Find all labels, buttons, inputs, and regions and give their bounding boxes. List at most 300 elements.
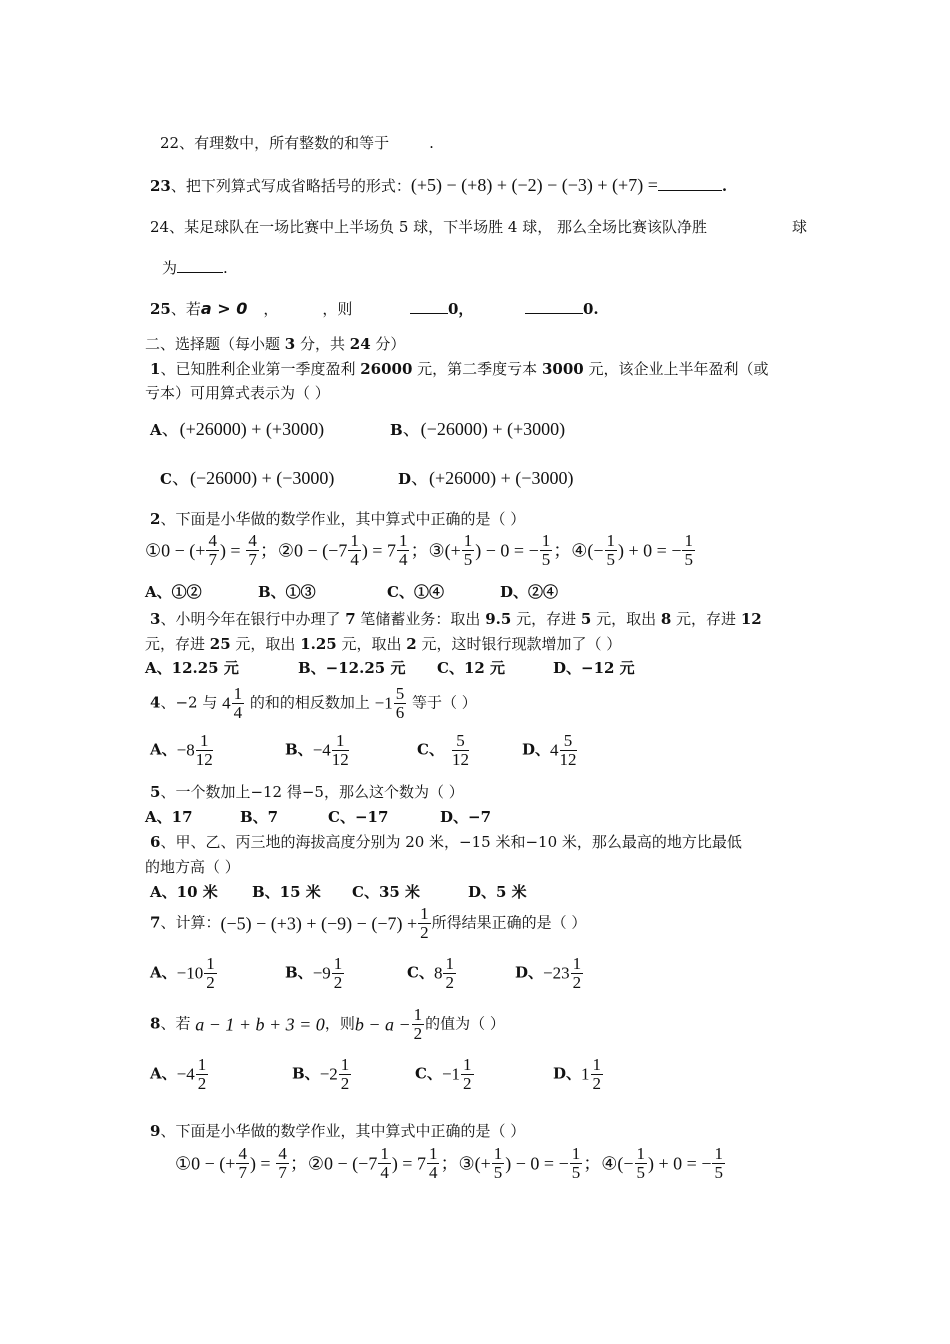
fraction	[635, 1145, 648, 1182]
question-23	[150, 175, 727, 196]
circle-number: ②	[307, 1153, 325, 1174]
option-text: D、②④	[500, 583, 559, 601]
q5-option-c[interactable]	[328, 807, 388, 827]
fraction	[461, 1056, 474, 1093]
question-24-line2	[162, 258, 228, 278]
q23-number: 23	[150, 177, 171, 195]
option-text: A、12.25 元	[145, 659, 239, 677]
math-part: ) − 0 = −	[505, 1153, 569, 1174]
numerator: 1	[332, 732, 349, 751]
circle-number: ④	[601, 1153, 618, 1174]
q5-option-a[interactable]	[145, 807, 193, 827]
q7-option-b[interactable]	[285, 955, 345, 992]
numerator: 1	[350, 531, 359, 550]
numerator: 1	[572, 954, 582, 973]
q3-text: 元，取出	[591, 610, 661, 628]
q24-ball-text: 球	[792, 218, 808, 236]
q24-line2-end: .	[223, 259, 228, 277]
fraction	[570, 1145, 583, 1182]
denominator: 7	[248, 550, 257, 569]
numerator: 1	[606, 531, 616, 550]
q8-expression: a − 1 + b + 3 = 0	[195, 1014, 325, 1035]
math-part: ) = 7	[391, 1153, 426, 1174]
numerator: 1	[636, 1144, 646, 1163]
q4-option-d[interactable]	[522, 732, 578, 769]
option-text: D、−7	[440, 808, 492, 826]
fraction	[332, 955, 345, 992]
q8-option-a[interactable]	[150, 1056, 209, 1093]
section-title-part: 3	[284, 335, 296, 353]
mixed-integer: 1	[581, 1064, 590, 1084]
q22-blank[interactable]	[389, 134, 429, 148]
denominator: 2	[572, 973, 582, 992]
math-part: ) =	[249, 1153, 271, 1174]
q9-expressions	[175, 1145, 726, 1182]
separator: ；	[553, 540, 572, 561]
q7-option-d[interactable]	[515, 955, 584, 992]
q1-option-a[interactable]	[150, 419, 324, 440]
denominator: 5	[571, 1163, 581, 1182]
math-part: ) − 0 = −	[475, 540, 539, 561]
option-text: B、①③	[258, 583, 316, 601]
denominator: 4	[233, 703, 243, 722]
q1-text: 元，第二季度亏本	[412, 360, 542, 378]
mixed-integer: −2	[319, 1064, 338, 1084]
option-label: D	[398, 470, 412, 488]
q3-number: 3	[150, 610, 161, 628]
fraction	[427, 1145, 440, 1182]
fraction	[712, 1145, 725, 1182]
option-text: B、−12.25 元	[298, 659, 406, 677]
q7-line1	[150, 905, 586, 942]
mixed-integer: −1	[441, 1064, 461, 1084]
denominator: 4	[350, 550, 359, 569]
numerator: 4	[238, 1144, 247, 1163]
denominator: 2	[206, 973, 215, 992]
mixed-integer: −4	[176, 1064, 195, 1084]
q3-option-c[interactable]	[437, 658, 505, 678]
q25-zero1: 0，	[448, 300, 474, 318]
option-label: C	[160, 470, 172, 488]
math-part: (−	[617, 1153, 634, 1174]
option-label: B、	[292, 1064, 320, 1083]
math-part: ) = 7	[361, 540, 396, 561]
q23-end: .	[721, 177, 728, 195]
q6-line2	[145, 857, 240, 877]
numerator: 1	[420, 904, 429, 923]
mixed-integer: −23	[543, 963, 570, 983]
separator: ；	[440, 1153, 459, 1174]
q25-comma: ，	[263, 300, 279, 318]
denominator: 7	[238, 1163, 247, 1182]
math-part: 0 − (−7	[294, 540, 348, 561]
q6-option-b[interactable]	[252, 882, 321, 902]
q2-option-c[interactable]	[387, 582, 444, 602]
numerator: 1	[413, 1005, 423, 1024]
math-part: (+	[474, 1153, 491, 1174]
q25-answer2	[525, 299, 599, 319]
q7-option-a[interactable]	[150, 955, 218, 992]
fraction	[492, 1145, 505, 1182]
q1-text: 元，该企业上半年盈利（或	[583, 360, 769, 378]
q3-value: 1.25	[300, 635, 337, 653]
fraction	[682, 532, 695, 569]
math-part: 0 − (−7	[324, 1153, 378, 1174]
option-label: A	[150, 421, 162, 439]
mixed-integer: −8	[176, 740, 195, 760]
q4-number: 4	[150, 693, 161, 712]
denominator: 2	[340, 1074, 350, 1093]
option-label: A、	[150, 963, 177, 982]
option-label: D、	[553, 1064, 582, 1083]
q9-text: 、下面是小华做的数学作业，其中算式中正确的是（ ）	[160, 1122, 526, 1140]
q3-value: 5	[580, 610, 592, 628]
q1-value: 26000	[360, 360, 413, 378]
option-label: C、	[407, 963, 434, 982]
denominator: 2	[463, 1074, 472, 1093]
q1-line1	[150, 359, 768, 379]
separator: ；	[259, 540, 278, 561]
separator: ；	[289, 1153, 308, 1174]
option-text: A、①②	[145, 583, 202, 601]
denominator: 2	[592, 1074, 602, 1093]
section-title-part: 二、选择题（每小题	[145, 335, 285, 353]
q9-number: 9	[150, 1122, 161, 1140]
option-label: B、	[285, 963, 313, 982]
q25-then: ，则	[322, 300, 353, 318]
option-expression: 、(+26000) + (+3000)	[161, 419, 325, 439]
option-text: C、12 元	[437, 659, 506, 677]
numerator: 1	[206, 954, 215, 973]
denominator: 4	[398, 550, 408, 569]
separator: ；	[583, 1153, 602, 1174]
question-22	[160, 133, 434, 153]
option-text: D、5 米	[468, 883, 527, 901]
q8-option-b[interactable]	[292, 1056, 352, 1093]
fraction	[412, 1006, 425, 1043]
q24-blank[interactable]	[177, 258, 223, 273]
q23-expression: (+5) − (+8) + (−2) − (−3) + (+7) =	[410, 175, 658, 195]
fraction	[397, 532, 410, 569]
q8-text: ，则	[324, 1014, 355, 1033]
q9-line1	[150, 1121, 525, 1141]
circle-number: ④	[571, 540, 588, 561]
fraction	[560, 732, 577, 769]
q8-option-c[interactable]	[415, 1056, 475, 1093]
q1-option-c[interactable]	[160, 468, 334, 489]
numerator: 1	[380, 1144, 389, 1163]
numerator: 1	[398, 531, 408, 550]
q8-text: 的值为（ ）	[425, 1014, 505, 1033]
numerator: 1	[196, 732, 213, 751]
fraction	[540, 532, 553, 569]
q2-option-a[interactable]	[145, 582, 202, 602]
fraction	[462, 532, 475, 569]
mixed-integer: −9	[312, 963, 331, 983]
q5-line1	[150, 782, 464, 802]
q6-text: 、甲、乙、丙三地的海拔高度分别为 20 米，−15 米和−10 米，那么最高的地方比最低	[160, 833, 742, 851]
q7-text: 所得结果正确的是（ ）	[431, 913, 587, 932]
math-part: (+	[444, 540, 461, 561]
q3-value: 9.5	[485, 610, 512, 628]
fraction	[236, 1145, 249, 1182]
numerator: 1	[197, 1055, 207, 1074]
numerator: 4	[208, 531, 217, 550]
numerator: 4	[248, 531, 257, 550]
option-label: A、	[150, 740, 177, 759]
q3-value: 25	[209, 635, 231, 653]
denominator: 2	[445, 973, 454, 992]
section-title-part: 分）	[370, 335, 406, 353]
fraction	[246, 532, 259, 569]
numerator: 1	[714, 1144, 723, 1163]
q4-option-a[interactable]	[150, 732, 214, 769]
denominator: 12	[451, 750, 469, 769]
q25-blank2[interactable]	[525, 299, 583, 314]
option-text: B、7	[240, 808, 279, 826]
math-part: 0 − (+	[161, 540, 206, 561]
q7-number: 7	[150, 913, 161, 932]
numerator: 1	[463, 531, 473, 550]
q6-option-d[interactable]	[468, 882, 527, 902]
q4-option-c[interactable]	[417, 732, 470, 769]
numerator: 5	[395, 684, 405, 703]
section-title-part: 分，共	[295, 335, 350, 353]
math-part: 0 − (+	[191, 1153, 236, 1174]
q3-text: 笔储蓄业务：取出	[355, 610, 486, 628]
q6-option-a[interactable]	[150, 882, 218, 902]
math-part: ) + 0 = −	[648, 1153, 712, 1174]
denominator: 6	[395, 703, 405, 722]
denominator: 5	[493, 1163, 503, 1182]
fraction	[591, 1056, 604, 1093]
q4-line1	[150, 685, 477, 722]
option-text: B、15 米	[252, 883, 321, 901]
q25-zero2: 0.	[583, 300, 599, 318]
q25-condition: a > 0	[200, 299, 248, 318]
numerator: 1	[233, 684, 243, 703]
q2-option-d[interactable]	[500, 582, 558, 602]
q8-number: 8	[150, 1014, 161, 1033]
denominator: 5	[463, 550, 473, 569]
q8-text: 、若	[160, 1014, 196, 1033]
option-label: B、	[285, 740, 313, 759]
numerator: 5	[452, 732, 469, 751]
numerator: 1	[333, 954, 343, 973]
fraction	[571, 955, 584, 992]
q25-ruo: 、若	[170, 300, 201, 318]
q22-text: 22、有理数中，所有整数的和等于	[160, 134, 390, 152]
q25-number: 25	[150, 300, 171, 318]
denominator: 2	[413, 1024, 423, 1043]
denominator: 4	[428, 1163, 438, 1182]
fraction	[196, 732, 213, 769]
q2-number: 2	[150, 510, 161, 528]
q25-blank1[interactable]	[410, 299, 448, 314]
fraction	[232, 685, 245, 722]
math-part: (−	[587, 540, 604, 561]
option-label: B	[390, 421, 403, 439]
q1-value: 3000	[541, 360, 584, 378]
q5-option-d[interactable]	[440, 807, 491, 827]
q7-text: 、计算：	[160, 913, 221, 932]
q7-option-c[interactable]	[407, 955, 457, 992]
circle-number: ③	[458, 1153, 475, 1174]
denominator: 12	[331, 750, 349, 769]
option-label: D、	[522, 740, 551, 759]
q22-end: .	[429, 134, 434, 152]
denominator: 12	[559, 750, 577, 769]
q3-line2	[145, 634, 621, 654]
numerator: 5	[560, 732, 577, 751]
denominator: 12	[195, 750, 213, 769]
q4-text: 等于（ ）	[407, 693, 477, 712]
denominator: 7	[278, 1163, 287, 1182]
numerator: 1	[340, 1055, 350, 1074]
circle-number: ②	[277, 540, 295, 561]
numerator: 1	[445, 954, 454, 973]
q1-option-d[interactable]	[398, 468, 573, 489]
fraction	[276, 1145, 289, 1182]
q6-number: 6	[150, 833, 161, 851]
numerator: 1	[592, 1055, 602, 1074]
q1-number: 1	[150, 360, 161, 378]
denominator: 7	[208, 550, 217, 569]
q6-text: 的地方高（ ）	[145, 858, 240, 876]
q23-blank[interactable]	[658, 176, 722, 191]
q1-line2	[145, 383, 330, 403]
fraction	[418, 905, 431, 942]
q23-text: 、把下列算式写成省略括号的形式：	[170, 177, 411, 195]
q3-value: 7	[345, 610, 356, 628]
option-text: C、①④	[387, 583, 444, 601]
q2-text: 、下面是小华做的数学作业，其中算式中正确的是（ ）	[160, 510, 526, 528]
q2-option-b[interactable]	[258, 582, 316, 602]
denominator: 5	[541, 550, 551, 569]
q3-text: 元，取出	[336, 635, 407, 653]
numerator: 1	[684, 531, 693, 550]
section-2-title	[145, 334, 405, 354]
fraction	[605, 532, 618, 569]
q6-option-c[interactable]	[352, 882, 420, 902]
q8-option-d[interactable]	[553, 1056, 604, 1093]
q4-text: 的和的相反数加上	[245, 693, 375, 712]
denominator: 2	[197, 1074, 207, 1093]
fraction	[348, 532, 361, 569]
q8-expression: b − a −	[354, 1014, 411, 1035]
circle-number: ①	[145, 540, 162, 561]
fraction	[332, 732, 349, 769]
mixed-integer: 4	[222, 693, 231, 713]
q24-text: 24、某足球队在一场比赛中上半场负 5 球，下半场胜 4 球， 那么全场比赛该队净胜	[150, 218, 708, 236]
denominator: 2	[420, 923, 429, 942]
fraction	[452, 732, 469, 769]
q7-expression: (−5) − (+3) + (−9) − (−7) +	[220, 913, 418, 934]
question-25	[150, 299, 352, 319]
numerator: 1	[571, 1144, 581, 1163]
fraction	[339, 1056, 352, 1093]
mixed-integer: −4	[312, 740, 331, 760]
q3-option-a[interactable]	[145, 658, 239, 678]
denominator: 2	[333, 973, 343, 992]
q3-text: 元，存进	[671, 610, 741, 628]
mixed-integer: −1	[374, 693, 393, 713]
option-expression: 、(−26000) + (−3000)	[171, 468, 335, 488]
q3-text: 、小明今年在银行中办理了	[160, 610, 346, 628]
q3-value: 2	[406, 635, 417, 653]
option-text: A、17	[145, 808, 193, 826]
q2-line1	[150, 509, 525, 529]
q3-text: 元，这时银行现款增加了（ ）	[416, 635, 622, 653]
q3-value: 12	[740, 610, 762, 628]
option-text: D、−12 元	[553, 659, 635, 677]
fraction	[394, 685, 407, 722]
option-expression: 、(+26000) + (−3000)	[411, 468, 574, 488]
math-part: ) =	[219, 540, 241, 561]
q24-ball	[792, 217, 807, 237]
q5-text: 、一个数加上−12 得−5，那么这个数为（ ）	[160, 783, 464, 801]
circle-number: ①	[175, 1153, 192, 1174]
denominator: 4	[380, 1163, 389, 1182]
q4-text: 、−2 与	[160, 693, 223, 712]
option-label: C、	[417, 740, 444, 759]
q3-option-d[interactable]	[553, 658, 635, 678]
denominator: 5	[606, 550, 616, 569]
fraction	[443, 955, 456, 992]
q1-text: 、已知胜利企业第一季度盈利	[160, 360, 361, 378]
q6-line1	[150, 832, 742, 852]
q5-option-b[interactable]	[240, 807, 278, 827]
separator: ；	[410, 540, 429, 561]
q3-line1	[150, 609, 762, 629]
q25-answer1	[410, 299, 473, 319]
numerator: 1	[493, 1144, 503, 1163]
q1-text: 亏本）可用算式表示为（ ）	[145, 384, 330, 402]
denominator: 5	[714, 1163, 723, 1182]
numerator: 4	[278, 1144, 287, 1163]
numerator: 1	[428, 1144, 438, 1163]
question-24-line1	[150, 217, 707, 237]
option-label: A、	[150, 1064, 177, 1083]
fraction	[206, 532, 219, 569]
q3-text: 元，存进	[145, 635, 210, 653]
math-part: ) + 0 = −	[618, 540, 682, 561]
q8-line1	[150, 1006, 505, 1043]
fraction	[378, 1145, 391, 1182]
option-label: C、	[415, 1064, 442, 1083]
q2-expressions	[145, 532, 696, 569]
section-title-part: 24	[349, 335, 371, 353]
q3-text: 元，取出	[230, 635, 301, 653]
q4-option-b[interactable]	[285, 732, 350, 769]
mixed-integer: −10	[176, 963, 204, 983]
mixed-integer: 8	[433, 963, 443, 983]
q3-option-b[interactable]	[298, 658, 405, 678]
option-text: A、10 米	[150, 883, 218, 901]
fraction	[196, 1056, 209, 1093]
q1-option-b[interactable]	[390, 419, 565, 440]
q3-text: 元，存进	[511, 610, 581, 628]
circle-number: ③	[428, 540, 445, 561]
q3-value: 8	[660, 610, 672, 628]
numerator: 1	[541, 531, 551, 550]
q24-line2-text: 为	[162, 259, 178, 277]
mixed-integer: 4	[550, 740, 559, 760]
fraction	[204, 955, 217, 992]
q5-number: 5	[150, 783, 161, 801]
option-expression: 、(−26000) + (+3000)	[402, 419, 566, 439]
denominator: 5	[684, 550, 693, 569]
